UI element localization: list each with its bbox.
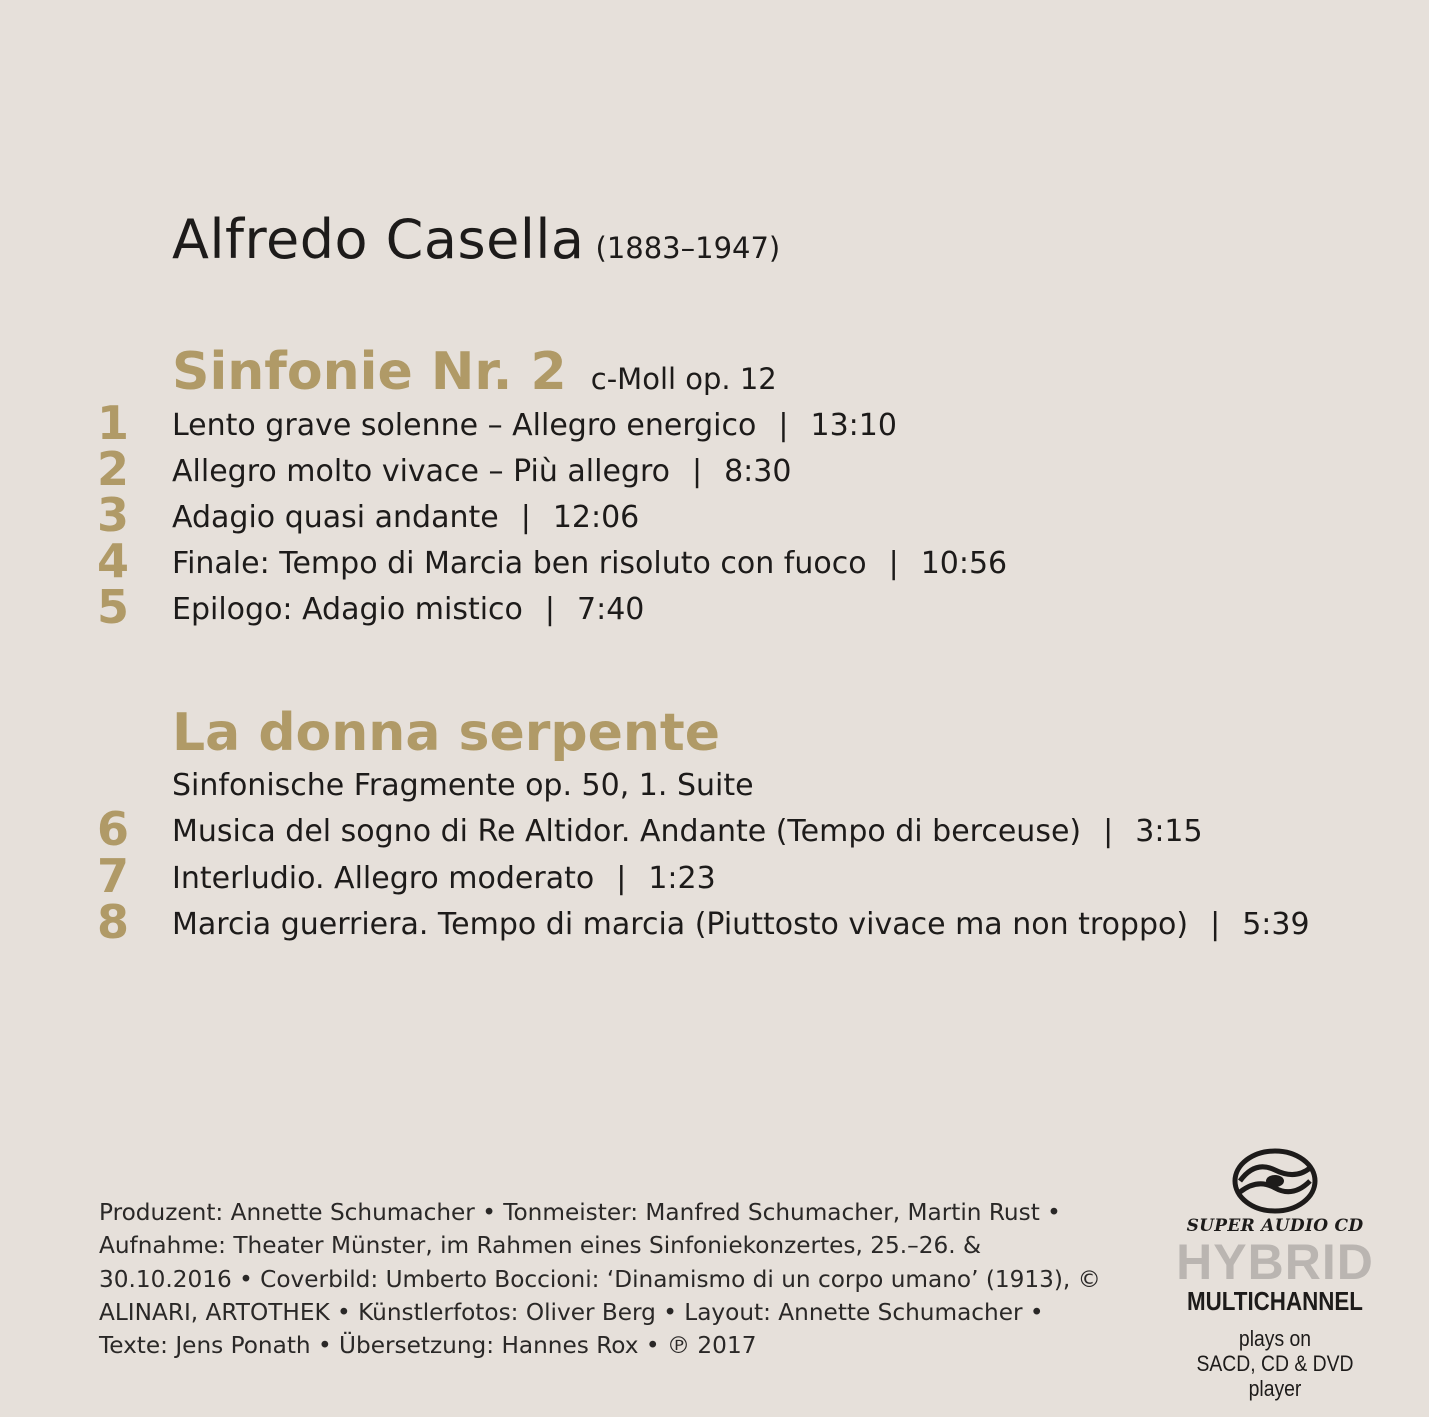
track-duration: 8:30	[724, 454, 792, 489]
sacd-hybrid-logo	[1160, 1148, 1390, 1401]
sacd-disc-icon	[1230, 1148, 1320, 1214]
track-title: Epilogo: Adagio mistico | 7:40	[172, 592, 645, 627]
track-duration: 3:15	[1135, 814, 1203, 849]
multichannel-label: MULTICHANNEL	[1187, 1286, 1363, 1316]
track-title: Allegro molto vivace – Più allegro | 8:30	[172, 454, 792, 489]
track-title: Lento grave solenne – Allegro energico | 13:10	[172, 408, 897, 443]
track-number: 3	[97, 488, 130, 542]
track-title: Adagio quasi andante | 12:06	[172, 500, 640, 535]
track-number: 6	[97, 802, 130, 856]
track-duration: 1:23	[648, 861, 716, 896]
work1-key: c-Moll op. 12	[590, 362, 777, 396]
track-duration: 12:06	[552, 500, 640, 535]
work1-title	[172, 342, 777, 402]
track-number: 1	[97, 396, 130, 450]
track-title: Musica del sogno di Re Altidor. Andante (Tempo di berceuse) | 3:15	[172, 814, 1203, 849]
track-duration: 10:56	[920, 546, 1008, 581]
track-title: Interludio. Allegro moderato | 1:23	[172, 861, 716, 896]
work2-subtitle: Sinfonische Fragmente op. 50, 1. Suite	[172, 768, 754, 803]
track-title: Marcia guerriera. Tempo di marcia (Piuttosto vivace ma non troppo) | 5:39	[172, 907, 1310, 942]
sacd-label: SUPER AUDIO CD	[1186, 1216, 1364, 1236]
composer-name: Alfredo Casella	[172, 208, 585, 271]
track-duration: 5:39	[1242, 907, 1310, 942]
work2-title: La donna serpente	[172, 703, 721, 763]
track-duration: 7:40	[577, 592, 645, 627]
plays-on-text: plays on SACD, CD & DVD player	[1196, 1326, 1354, 1401]
track-duration: 13:10	[810, 408, 897, 443]
composer-dates: (1883–1947)	[595, 231, 781, 265]
composer-heading	[172, 208, 780, 271]
track-number: 4	[97, 534, 130, 588]
credits-text: Produzent: Annette Schumacher • Tonmeister: Manfred Schumacher, Martin Rust • Aufnahme: Theater Münster, im Rahmen eines Sinfoniekonzertes, 25.–26. & 30.10.2016 • Coverbild: Umberto Boccioni: ‘Dinamismo di un corpo umano’ (1913), © ALINARI, ARTOTHEK • Künstlerfotos: Oliver Berg • Layout: Annette Schumacher • Texte: Jens Ponath • Übersetzung: Hannes Rox • ℗ 2017	[99, 1199, 1101, 1360]
track-number: 7	[97, 849, 130, 903]
track-number: 8	[97, 895, 130, 949]
track-number: 2	[97, 442, 130, 496]
hybrid-label: HYBRID	[1176, 1234, 1374, 1290]
track-title: Finale: Tempo di Marcia ben risoluto con fuoco | 10:56	[172, 546, 1008, 581]
track-number: 5	[97, 580, 130, 634]
work1-name: Sinfonie Nr. 2	[172, 342, 567, 402]
